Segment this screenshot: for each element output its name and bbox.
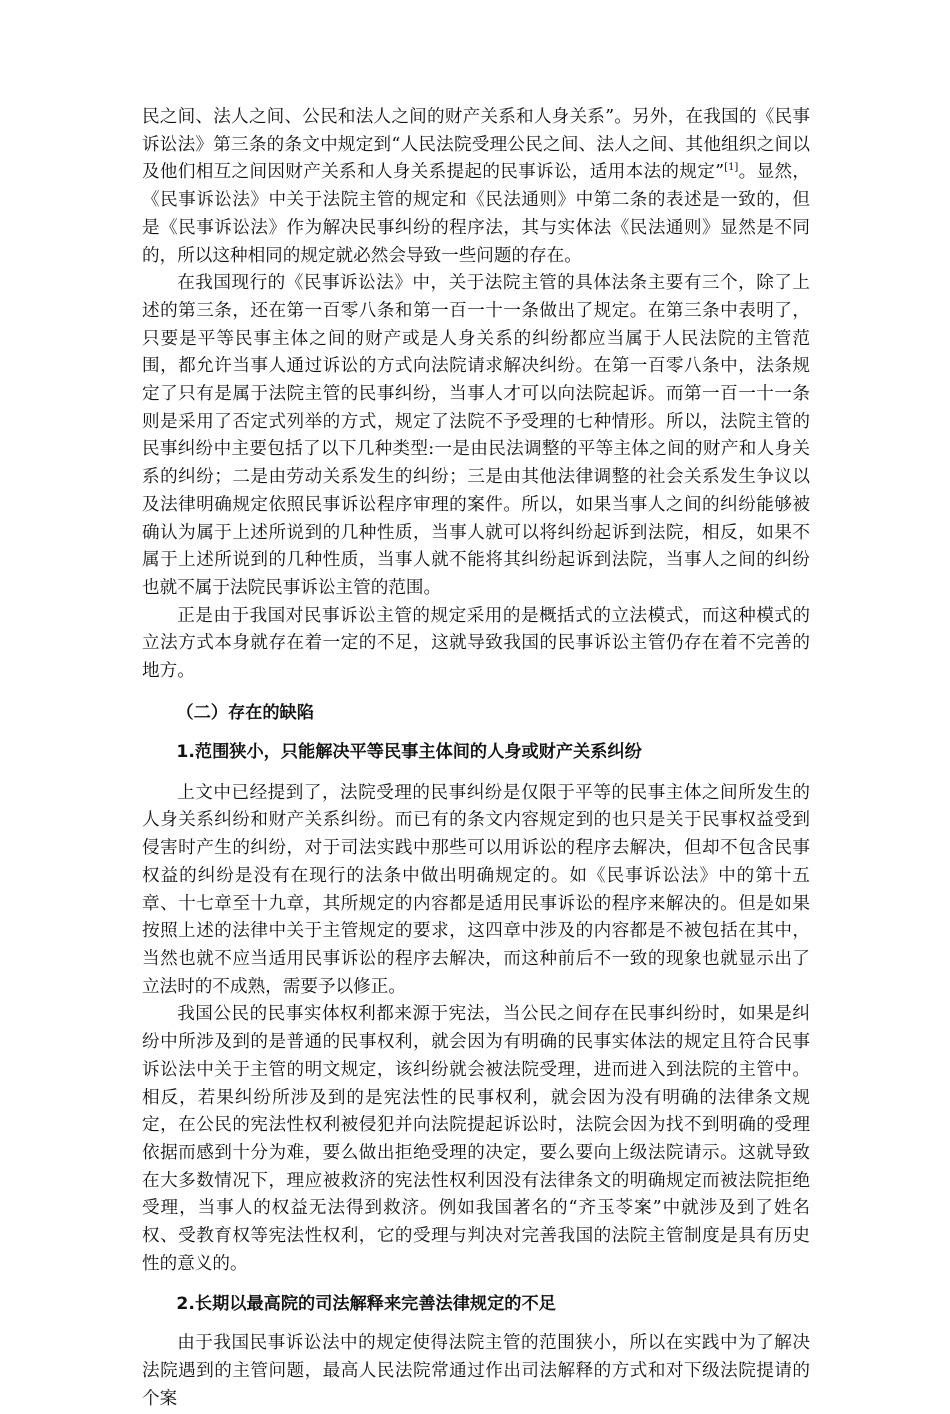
paragraph-1 [142, 104, 810, 270]
paragraph-1-text-a: 民之间、法人之间、公民和法人之间的财产关系和人身关系”。另外，在我国的《民事诉讼法》第三条的条文中规定到“人民法院受理公民之间、法人之间、其他组织之间以及他们相互之间因财产关系和人身关系提起的民事诉讼，适用本法的规定” [142, 107, 810, 183]
paragraph-4: 上文中已经提到了，法院受理的民事纠纷是仅限于平等的民事主体之间所发生的人身关系纠纷和财产关系纠纷。而已有的条文内容规定到的也只是关于民事权益受到侵害时产生的纠纷，对于司法实践中那些可以用诉讼的程序去解决，但却不包含民事权益的纠纷是没有在现行的法条中做出明确规定的。如《民事诉讼法》中的第十五章、十七章至十九章，其所规定的内容都是适用民事诉讼的程序来解决的。但是如果按照上述的法律中关于主管规定的要求，这四章中涉及的内容都是不被包括在其中，当然也就不应当适用民事诉讼的程序去解决，而这种前后不一致的现象也就显示出了立法时的不成熟，需要予以修正。 [142, 782, 810, 997]
paragraph-3: 正是由于我国对民事诉讼主管的规定采用的是概括式的立法模式，而这种模式的立法方式本身就存在着一定的不足，这就导致我国的民事诉讼主管仍存在着不完善的地方。 [142, 605, 810, 682]
paragraph-6: 由于我国民事诉讼法中的规定使得法院主管的范围狭小，所以在实践中为了解决法院遇到的主管问题，最高人民法院常通过作出司法解释的方式和对下级法院提请的个案 [142, 1333, 810, 1409]
subheading-narrow-scope: 1.范围狭小，只能解决平等民事主体间的人身或财产关系纠纷 [176, 741, 642, 762]
subheading-judicial-interpretation: 2.长期以最高院的司法解释来完善法律规定的不足 [176, 1294, 556, 1315]
citation-reference: [1] [724, 162, 739, 174]
paragraph-5: 我国公民的民事实体权利都来源于宪法，当公民之间存在民事纠纷时，如果是纠纷中所涉及到的是普通的民事权利，就会因为有明确的民事实体法的规定且符合民事诉讼法中关于主管的明文规定，该纠纷就会被法院受理，进而进入到法院的主管中。相反，若果纠纷所涉及到的是宪法性的民事权利，就会因为没有明确的法律条文规定，在公民的宪法性权利被侵犯并向法院提起诉讼时，法院会因为找不到明确的受理依据而感到十分为难，要么做出拒绝受理的决定，要么要向上级法院请示。这就导致在大多数情况下，理应被救济的宪法性权利因没有法律条文的明确规定而被法院拒绝受理，当事人的权益无法得到救济。例如我国著名的“齐玉苓案”中就涉及到了姓名权、受教育权等宪法性权利，它的受理与判决对完善我国的法院主管制度是具有历史性的意义的。 [142, 1004, 810, 1274]
paragraph-2: 在我国现行的《民事诉讼法》中，关于法院主管的具体法条主要有三个，除了上述的第三条，还在第一百零八条和第一百一十一条做出了规定。在第三条中表明了，只要是平等民事主体之间的财产或是人身关系的纠纷都应当属于人民法院的主管范围，都允许当事人通过诉讼的方式向法院请求解决纠纷。在第一百零八条中，法条规定了只有是属于法院主管的民事纠纷，当事人才可以向法院起诉。而第一百一十一条则是采用了否定式列举的方式，规定了法院不予受理的七种情形。所以，法院主管的民事纠纷中主要包括了以下几种类型:一是由民法调整的平等主体之间的财产和人身关系的纠纷；二是由劳动关系发生的纠纷；三是由其他法律调整的社会关系发生争议以及法律明确规定依照民事诉讼程序审理的案件。所以，如果当事人之间的纠纷能够被确认为属于上述所说到的几种性质，当事人就可以将纠纷起诉到法院，相反，如果不属于上述所说到的几种性质，当事人就不能将其纠纷起诉到法院，当事人之间的纠纷也就不属于法院民事诉讼主管的范围。 [142, 273, 810, 598]
document-page [142, 104, 810, 1414]
paragraph-1-text-b: 。显然，《民事诉讼法》中关于法院主管的规定和《民法通则》中第二条的表述是一致的，但是《民事诉讼法》作为解决民事纠纷的程序法，其与实体法《民法通则》显然是不同的，所以这种相同的规定就必然会导致一些问题的存在。 [142, 162, 810, 266]
section-heading-defects: （二）存在的缺陷 [176, 702, 314, 723]
